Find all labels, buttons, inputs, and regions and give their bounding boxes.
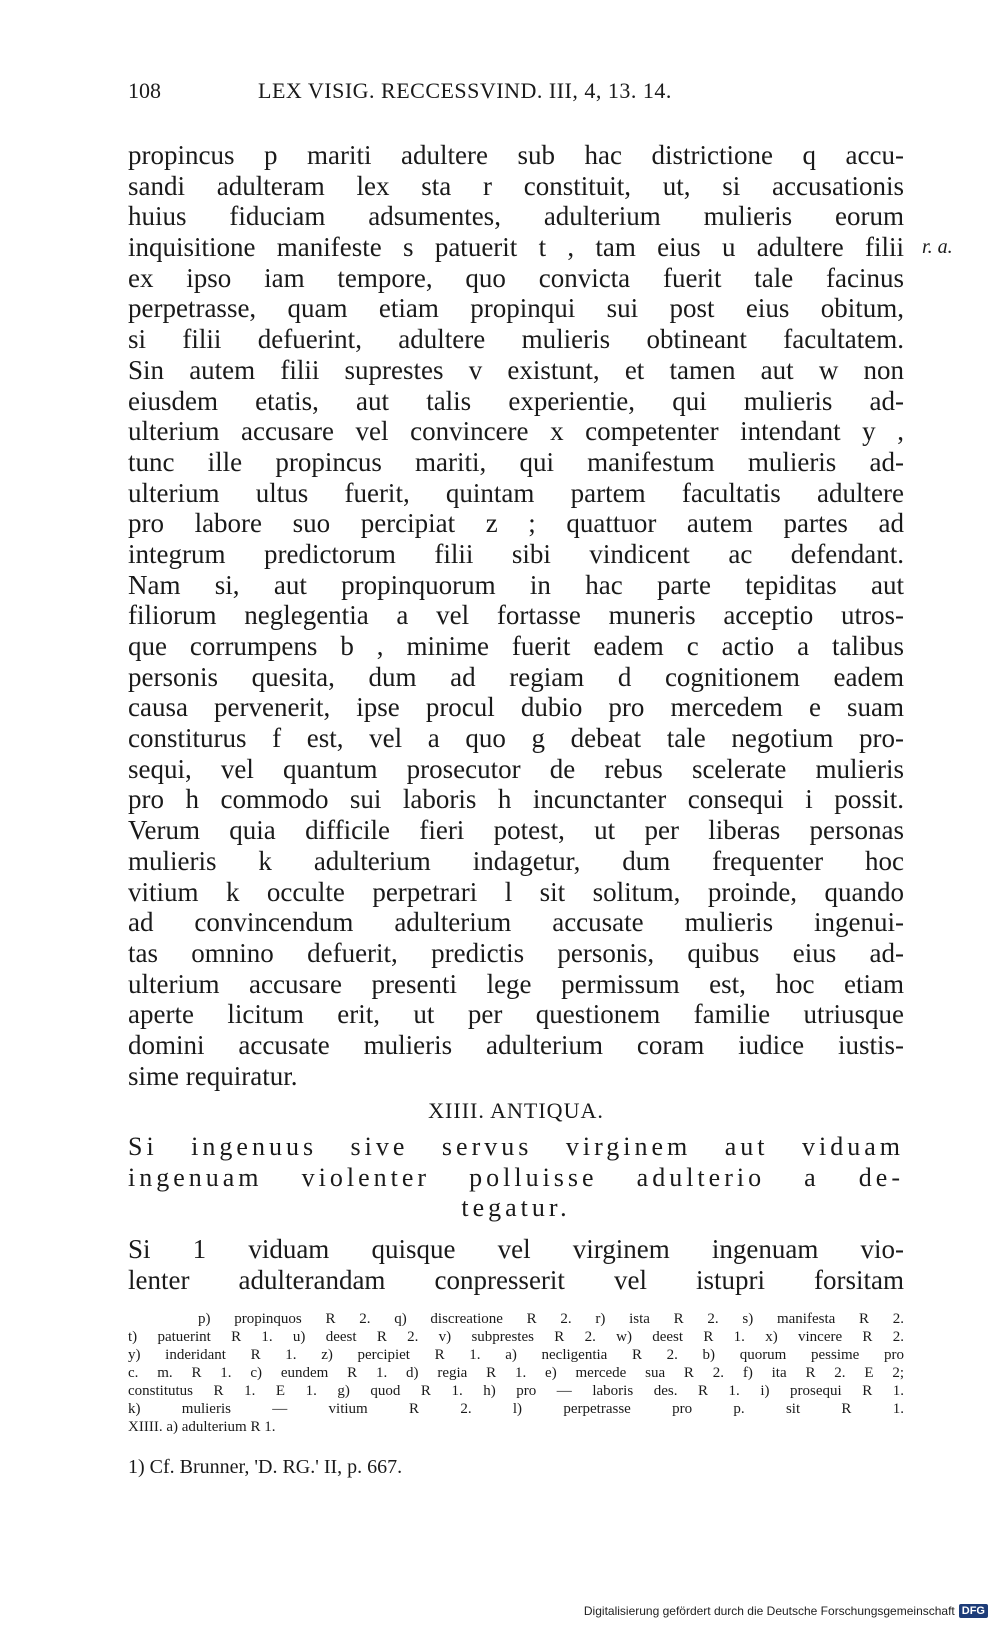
body-line: integrum predictorum filii sibi vindicent ac defendant. (128, 538, 904, 569)
body-line: que corrumpens b , minime fuerit eadem c actio a talibus (128, 631, 904, 661)
body-line: eiusdem etatis, aut talis experientie, qui mulieris ad- (128, 385, 904, 416)
body-line: domini accusate mulieris adulterium coram iudice iustis- (128, 1029, 904, 1060)
section-heading: XIIII. ANTIQUA. (428, 1098, 604, 1123)
body-line: Si 1 viduam quisque vel virginem ingenuam vio- (128, 1234, 904, 1264)
body-line: perpetrasse, quam etiam propinqui sui post eius obitum, (128, 293, 904, 324)
rubric-line: Si ingenuus sive servus virginem aut viduam (128, 1132, 904, 1161)
dfg-logo: DFG (959, 1604, 988, 1618)
apparatus-line: y) inderidant R 1. z) percipiet R 1. a) necligentia R 2. b) quorum pessime pro (128, 1347, 904, 1363)
credit-text: Digitalisierung gefördert durch die Deutsche Forschungsgemeinschaft (583, 1604, 955, 1618)
page-number: 108 (128, 78, 161, 103)
body-line: mulieris k adulterium indagetur, dum frequenter hoc (128, 845, 904, 876)
footnote: 1) Cf. Brunner, 'D. RG.' II, p. 667. (128, 1456, 403, 1478)
margin-note: r. a. (922, 236, 953, 258)
body-line: huius fiduciam adsumentes, adulterium mulieris eorum (128, 201, 904, 232)
apparatus-line: p) propinquos R 2. q) discreatione R 2. r) ista R 2. s) manifesta R 2. (198, 1311, 904, 1327)
second-text (128, 1234, 904, 1295)
apparatus-line: c. m. R 1. c) eundem R 1. d) regia R 1. e) mercede sua R 2. f) ita R 2. E 2; (128, 1365, 904, 1381)
body-line: tunc ille propincus mariti, qui manifestum mulieris ad- (128, 446, 904, 477)
body-line: sandi adulteram lex sta r constituit, ut, si accusationis (128, 170, 904, 201)
rubric (128, 1132, 904, 1224)
body-line: ad convincendum adulterium accusate mulieris ingenui- (128, 907, 904, 938)
body-line: tas omnino defuerit, predictis personis, quibus eius ad- (128, 937, 904, 968)
body-line: aperte licitum erit, ut per questionem familie utriusque (128, 999, 904, 1030)
rubric-line: ingenuam violenter polluisse adulterio a de- (128, 1162, 904, 1192)
body-line: sime requiratur. (128, 1060, 298, 1091)
apparatus-line: k) mulieris — vitium R 2. l) perpetrasse pro p. sit R 1. (128, 1401, 904, 1417)
apparatus-line: t) patuerint R 1. u) deest R 2. v) subprestes R 2. w) deest R 1. x) vincere R 2. (128, 1329, 904, 1345)
body-line: vitium k occulte perpetrari l sit solitum, proinde, quando (128, 876, 904, 907)
body-line: sequi, vel quantum prosecutor de rebus scelerate mulieris (128, 753, 904, 784)
body-line: ulterium ultus fuerit, quintam partem facultatis adultere (128, 477, 904, 508)
body-line: pro h commodo sui laboris h incunctanter consequi i possit. (128, 784, 904, 815)
body-line: inquisitione manifeste s patuerit t , tam eius u adultere filii (128, 232, 904, 263)
body-line: si filii defuerint, adultere mulieris obtineant facultatem. (128, 324, 904, 355)
body-line: Sin autem filii suprestes v existunt, et tamen aut w non (128, 354, 904, 385)
apparatus-line: XIIII. a) adulterium R 1. (128, 1419, 276, 1435)
body-line: causa pervenerit, ipse procul dubio pro mercedem e suam (128, 692, 904, 723)
body-line: Nam si, aut propinquorum in hac parte tepiditas aut (128, 569, 904, 600)
body-line: ex ipso iam tempore, quo convicta fuerit tale facinus (128, 262, 904, 293)
body-line: Verum quia difficile fieri potest, ut per liberas personas (128, 815, 904, 846)
body-line: propincus p mariti adultere sub hac districtione q accu- (128, 140, 904, 170)
rubric-line: tegatur. (461, 1193, 571, 1223)
body-line: pro labore suo percipiat z ; quattuor autem partes ad (128, 508, 904, 539)
body-line: ulterium accusare vel convincere x competenter intendant y , (128, 416, 904, 447)
apparatus-line: constitutus R 1. E 1. g) quod R 1. h) pro — laboris des. R 1. i) prosequi R 1. (128, 1383, 904, 1399)
body-line: personis quesita, dum ad regiam d cognitionem eadem (128, 661, 904, 692)
body-line: ulterium accusare presenti lege permissum est, hoc etiam (128, 968, 904, 999)
critical-apparatus (128, 1310, 904, 1436)
body-line: filiorum neglegentia a vel fortasse muneris acceptio utros- (128, 600, 904, 631)
body-line: lenter adulterandam conpresserit vel istupri forsitam (128, 1264, 904, 1295)
running-title: LEX VISIG. RECCESSVIND. III, 4, 13. 14. (258, 78, 672, 103)
dfg-credit (584, 1604, 988, 1618)
main-text (128, 140, 904, 1091)
body-line: constiturus f est, vel a quo g debeat tale negotium pro- (128, 723, 904, 754)
